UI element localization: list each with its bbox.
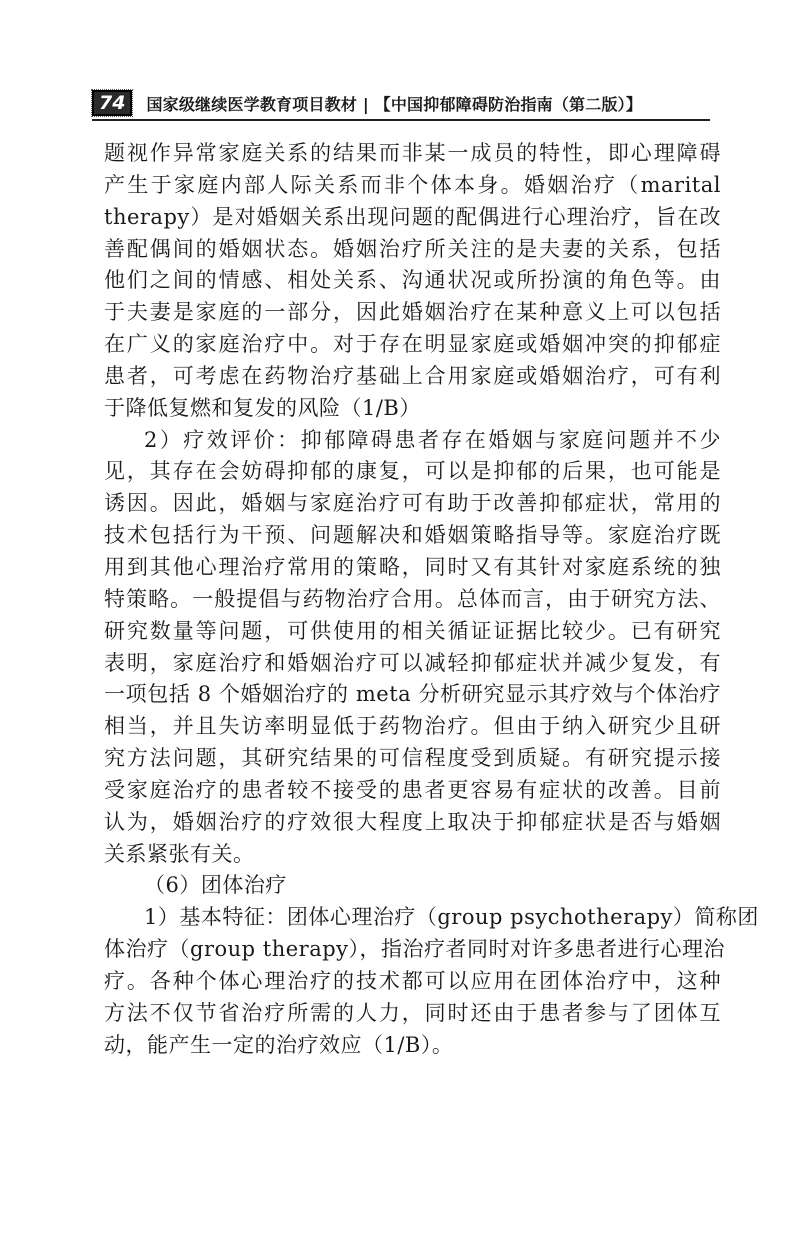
text-line: therapy）是对婚姻关系出现问题的配偶进行心理治疗，旨在改 xyxy=(104,204,721,229)
text-line: 关系紧张有关。 xyxy=(104,841,255,866)
text-line: 一项包括 8 个婚姻治疗的 meta 分析研究显示其疗效与个体治疗 xyxy=(104,682,721,707)
text-line: 特策略。一般提倡与药物治疗合用。总体而言，由于研究方法、 xyxy=(104,586,721,611)
section-heading: （6）团体治疗 xyxy=(144,873,287,898)
text-line: 题视作异常家庭关系的结果而非某一成员的特性，即心理障碍 xyxy=(104,141,721,165)
text-line: 认为，婚姻治疗的疗效很大程度上取决于抑郁症状是否与婚姻 xyxy=(104,809,721,834)
text-line: 体治疗（group therapy），指治疗者同时对许多患者进行心理治 xyxy=(104,937,726,962)
text-line: 患者，可考虑在药物治疗基础上合用家庭或婚姻治疗，可有利 xyxy=(104,363,721,388)
text-line: 他们之间的情感、相处关系、沟通状况或所扮演的角色等。由 xyxy=(104,268,721,293)
body-text xyxy=(104,138,759,1061)
text-line: 2）疗效评价：抑郁障碍患者存在婚姻与家庭问题并不少 xyxy=(144,427,721,452)
text-line: 在广义的家庭治疗中。对于存在明显家庭或婚姻冲突的抑郁症 xyxy=(104,332,721,357)
text-line: 方法不仅节省治疗所需的人力，同时还由于患者参与了团体互 xyxy=(104,1000,721,1025)
page-number: 74 xyxy=(92,90,132,116)
text-line: 受家庭治疗的患者较不接受的患者更容易有症状的改善。目前 xyxy=(104,777,721,802)
running-header xyxy=(92,88,710,118)
header-title: 国家级继续医学教育项目教材 | 【中国抑郁障碍防治指南（第二版）】 xyxy=(146,94,643,114)
text-line: 动，能产生一定的治疗效应（1/B）。 xyxy=(104,1032,454,1057)
text-line: 善配偶间的婚姻状态。婚姻治疗所关注的是夫妻的关系，包括 xyxy=(104,236,721,261)
text-line: 见，其存在会妨碍抑郁的康复，可以是抑郁的后果，也可能是 xyxy=(104,459,721,484)
text-line: 于降低复燃和复发的风险（1/B） xyxy=(104,395,421,420)
text-line: 究方法问题，其研究结果的可信程度受到质疑。有研究提示接 xyxy=(104,746,721,771)
text-line: 表明，家庭治疗和婚姻治疗可以减轻抑郁症状并减少复发，有 xyxy=(104,650,721,675)
header-divider xyxy=(92,119,710,121)
text-line: 疗。各种个体心理治疗的技术都可以应用在团体治疗中，这种 xyxy=(104,968,721,993)
text-line: 产生于家庭内部人际关系而非个体本身。婚姻治疗（marital xyxy=(104,172,721,197)
text-line: 用到其他心理治疗常用的策略，同时又有其针对家庭系统的独 xyxy=(104,554,721,579)
text-line: 于夫妻是家庭的一部分，因此婚姻治疗在某种意义上可以包括 xyxy=(104,300,721,325)
text-line: 诱因。因此，婚姻与家庭治疗可有助于改善抑郁症状，常用的 xyxy=(104,491,721,516)
text-line: 相当，并且失访率明显低于药物治疗。但由于纳入研究少且研 xyxy=(104,714,721,739)
text-line: 研究数量等问题，可供使用的相关循证证据比较少。已有研究 xyxy=(104,618,721,643)
text-line: 1）基本特征：团体心理治疗（group psychotherapy）简称团 xyxy=(144,905,759,930)
text-line: 技术包括行为干预、问题解决和婚姻策略指导等。家庭治疗既 xyxy=(104,523,721,548)
